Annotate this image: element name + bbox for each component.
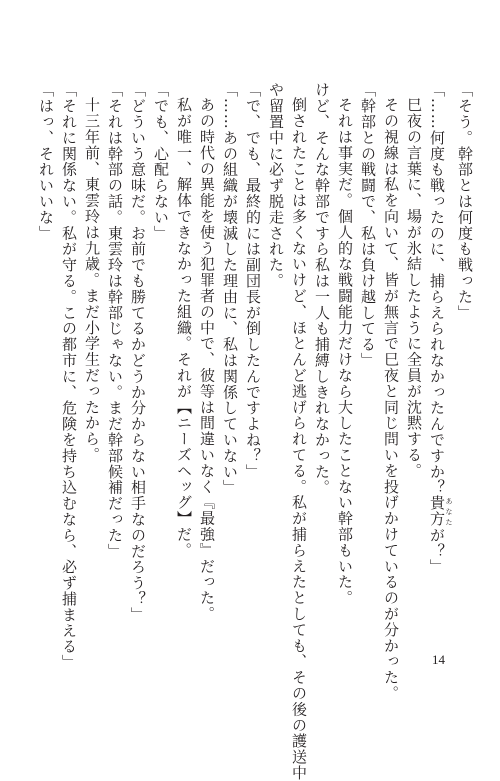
text-line: 「……あの組織が壊滅した理由に、私は関係していない」 (221, 82, 239, 496)
ruby-trailing-text: が？」 (428, 527, 446, 575)
text-line: 「で、でも、最終的には副団長が倒したんですよね？」 (244, 82, 262, 480)
text-line: 「それに関係ない。私が守る。この都市に、危険を持ち込むなら、必ず捕まえる」 (60, 82, 78, 671)
text-line: 巳夜の言葉に、場が氷結したように全員が沈黙する。 (405, 97, 423, 479)
text-line: 私が唯一、解体できなかった組織。それが【ニーズヘッグ】だ。 (175, 97, 193, 559)
text-line: 「それは幹部の話。東雲玲は幹部じゃない。まだ幹部候補だった」 (106, 82, 124, 559)
text-line: や留置中に必ず脱走された。 (267, 82, 285, 289)
text-line: 「……何度も戦ったのに、捕らえられなかったんですか？貴方 あなたが？」 (428, 82, 453, 575)
text-line: 「そう。幹部とは何度も戦った」 (456, 82, 474, 321)
text-line: 「幹部との戦闘で、私は負け越してる」 (359, 82, 377, 369)
text-line: 「でも、心配らない」 (152, 82, 170, 241)
text-line: 十三年前、東雲玲は九歳。まだ小学生だったから。 (83, 97, 101, 463)
text-line: 「どういう意味だ。お前でも勝てるかどうか分からない相手なのだろう？」 (129, 82, 147, 623)
text-line: けど、そんな幹部ですら私は一人も捕縛しきれなかった。 (313, 82, 331, 496)
text-line: その視線は私を向いて、皆が無言で巳夜と同じ問いを投げかけているのが分かった。 (382, 97, 400, 702)
text-line: 「はっ、それいいな」 (37, 82, 55, 241)
ruby-word: 貴方 あなた (428, 495, 453, 528)
text-line: それは事実だ。個人的な戦闘能力だけなら大したことない幹部もいた。 (336, 97, 354, 606)
text-line: あの時代の異能を使う犯罪者の中で、彼等は間違いなく『最強』だった。 (198, 97, 216, 622)
text-line: 倒されたことは多くないけど、ほとんど逃げられてる。私が捕らえたとしても、その後の護送中 (290, 97, 308, 781)
page-number: 14 (432, 652, 445, 667)
ruby-reading: あなた (445, 495, 453, 528)
